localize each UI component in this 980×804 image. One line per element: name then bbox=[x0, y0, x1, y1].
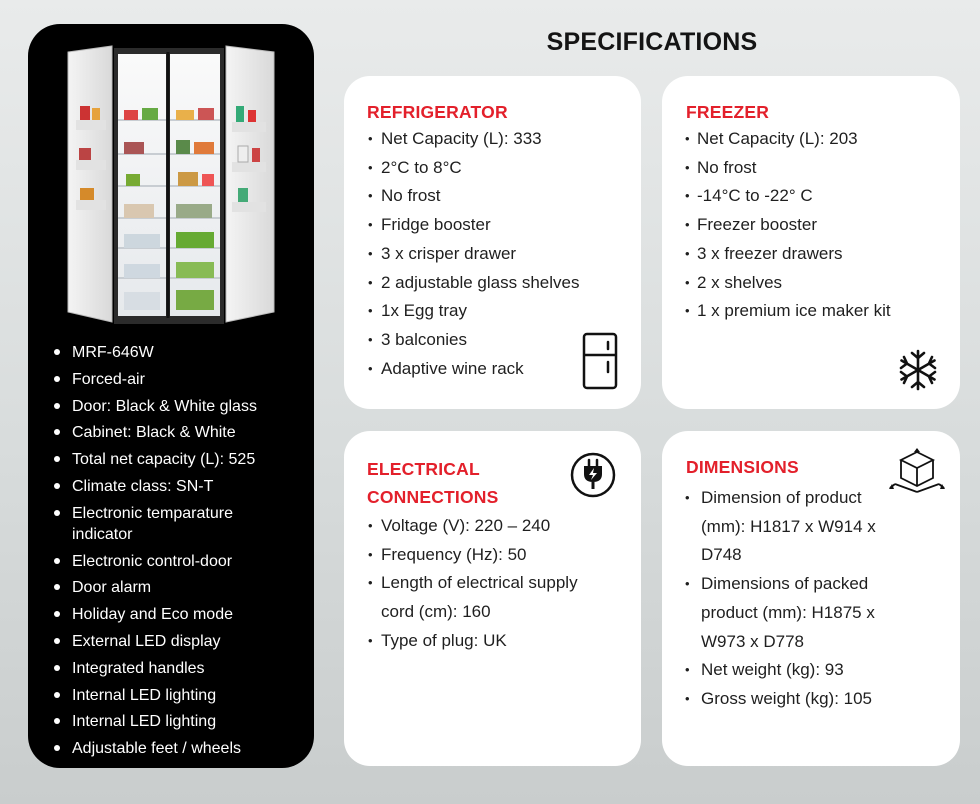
snowflake-icon bbox=[896, 348, 940, 392]
feature-item: Climate class: SN-T bbox=[54, 476, 306, 497]
feature-item: Integrated handles bbox=[54, 658, 306, 679]
feature-item: Holiday and Eco mode bbox=[54, 604, 306, 625]
feature-item: Internal LED lighting bbox=[54, 685, 306, 706]
feature-item: Forced-air bbox=[54, 369, 306, 390]
spec-item: • Gross weight (kg): 105 bbox=[684, 685, 896, 714]
feature-item: Total net capacity (L): 525 bbox=[54, 449, 306, 470]
spec-item: • Dimensions of packed product (mm): H1875 x W973 x D778 bbox=[684, 570, 896, 656]
spec-item: • Dimension of product (mm): H1817 x W914 x D748 bbox=[684, 484, 896, 570]
spec-item: • -14°C to -22° C bbox=[684, 182, 891, 211]
electrical-card bbox=[344, 431, 641, 766]
feature-item: Door: Black & White glass bbox=[54, 396, 306, 417]
feature-item: Electronic temparature indicator bbox=[54, 503, 262, 545]
electrical-spec-list bbox=[367, 512, 597, 656]
freezer-title: FREEZER bbox=[686, 102, 770, 122]
spec-item: • Fridge booster bbox=[367, 211, 579, 240]
refrigerator-title: REFRIGERATOR bbox=[367, 102, 508, 122]
electrical-title-line2: CONNECTIONS bbox=[367, 487, 499, 507]
spec-item: • 3 balconies bbox=[367, 326, 579, 355]
plug-icon bbox=[570, 452, 616, 498]
spec-item: • No frost bbox=[367, 182, 579, 211]
cube-dimensions-icon bbox=[888, 448, 946, 494]
spec-item: • Voltage (V): 220 – 240 bbox=[367, 512, 597, 541]
spec-item: • 2 x shelves bbox=[684, 269, 891, 298]
feature-item: Internal LED lighting bbox=[54, 711, 306, 732]
spec-item: • Net Capacity (L): 333 bbox=[367, 125, 579, 154]
spec-item: • Net Capacity (L): 203 bbox=[684, 125, 891, 154]
spec-item: • Net weight (kg): 93 bbox=[684, 656, 896, 685]
feature-item: MRF-646W bbox=[54, 342, 306, 363]
spec-item: • 2 adjustable glass shelves bbox=[367, 269, 579, 298]
freezer-card bbox=[662, 76, 960, 409]
feature-list bbox=[54, 342, 306, 765]
dimensions-title: DIMENSIONS bbox=[686, 457, 799, 477]
feature-item: Electronic control-door bbox=[54, 551, 306, 572]
refrigerator-card bbox=[344, 76, 641, 409]
page-title: SPECIFICATIONS bbox=[546, 28, 758, 56]
spec-item: • 1x Egg tray bbox=[367, 297, 579, 326]
feature-item: External LED display bbox=[54, 631, 306, 652]
refrigerator-spec-list bbox=[367, 125, 579, 383]
spec-item: • Adaptive wine rack bbox=[367, 355, 579, 384]
spec-item: • 3 x freezer drawers bbox=[684, 240, 891, 269]
spec-item: • Frequency (Hz): 50 bbox=[367, 541, 597, 570]
spec-item: • No frost bbox=[684, 154, 891, 183]
feature-item: Adjustable feet / wheels bbox=[54, 738, 306, 759]
electrical-title-line1: ELECTRICAL bbox=[367, 459, 480, 479]
spec-item: • 2°C to 8°C bbox=[367, 154, 579, 183]
spec-item: • Length of electrical supply cord (cm): 160 bbox=[367, 569, 597, 626]
freezer-spec-list bbox=[684, 125, 891, 326]
spec-item: • Freezer booster bbox=[684, 211, 891, 240]
spec-item: • 3 x crisper drawer bbox=[367, 240, 579, 269]
fridge-product-image bbox=[64, 42, 278, 324]
spec-item: • 1 x premium ice maker kit bbox=[684, 297, 891, 326]
dimensions-card bbox=[662, 431, 960, 766]
feature-item: Door alarm bbox=[54, 577, 306, 598]
dimensions-spec-list bbox=[684, 484, 896, 714]
fridge-icon bbox=[582, 332, 618, 390]
feature-item: Cabinet: Black & White bbox=[54, 422, 306, 443]
spec-item: • Type of plug: UK bbox=[367, 627, 597, 656]
electrical-title bbox=[367, 455, 499, 511]
product-panel bbox=[28, 24, 314, 768]
